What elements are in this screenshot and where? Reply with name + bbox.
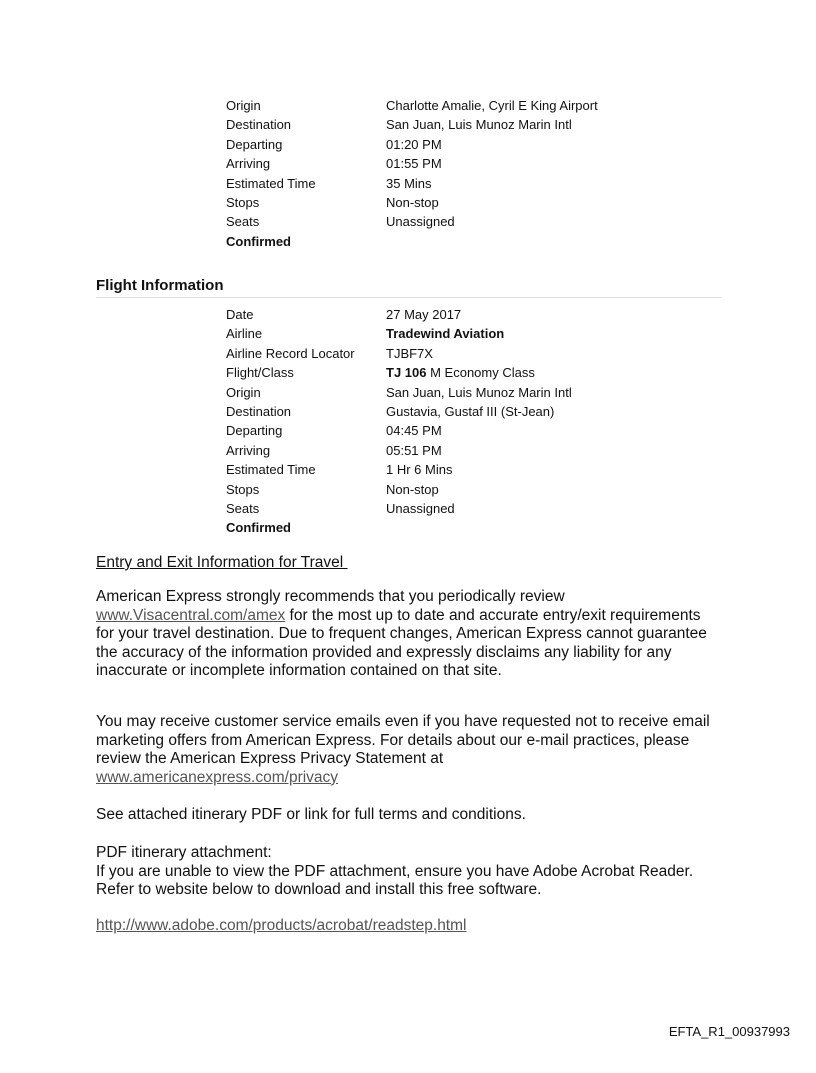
detail-value: 35 Mins [386, 175, 432, 191]
detail-label: Arriving [226, 442, 271, 458]
detail-row [226, 212, 656, 231]
airline-name: Tradewind Aviation [386, 326, 505, 342]
detail-label: Airline [226, 326, 263, 342]
detail-value: 01:55 PM [386, 156, 442, 172]
detail-label: Destination [226, 117, 292, 133]
privacy-paragraph [96, 713, 721, 787]
detail-label: Stops [226, 194, 260, 210]
detail-label: Flight/Class [226, 365, 294, 381]
detail-label: Stops [226, 481, 260, 497]
flight-date: 27 May 2017 [386, 307, 462, 322]
detail-value: Non-stop [386, 194, 439, 210]
detail-row [226, 135, 656, 154]
entry-exit-intro: American Express strongly recommends that you periodically review [96, 588, 565, 605]
detail-value: Unassigned [386, 214, 455, 230]
detail-label: Seats [226, 214, 260, 230]
detail-row [226, 174, 656, 193]
pdf-paragraph [96, 844, 721, 900]
flight-number: TJ 106 [386, 365, 427, 381]
detail-value: 05:51 PM [386, 442, 442, 458]
detail-row [226, 96, 656, 115]
detail-label: Origin [226, 384, 261, 400]
detail-row [226, 344, 656, 363]
detail-row [226, 402, 656, 421]
detail-value: 1 Hr 6 Mins [386, 462, 453, 478]
flight-1-details [226, 96, 656, 251]
class-text: M Economy Class [426, 365, 535, 381]
flight-information-heading: Flight Information [96, 276, 721, 298]
detail-label: Seats [226, 500, 260, 516]
detail-row [226, 363, 656, 382]
detail-row [226, 305, 656, 324]
detail-value: Charlotte Amalie, Cyril E King Airport [386, 98, 598, 113]
detail-row [226, 115, 656, 134]
detail-label: Arriving [226, 156, 271, 172]
terms-paragraph [96, 806, 721, 825]
entry-exit-paragraph [96, 588, 721, 681]
detail-label: Estimated Time [226, 462, 316, 478]
detail-value: San Juan, Luis Munoz Marin Intl [386, 384, 572, 400]
detail-row [226, 383, 656, 402]
detail-row [226, 421, 656, 440]
detail-label: Departing [226, 136, 283, 152]
entry-exit-heading-text: Entry and Exit Information for Travel [96, 554, 348, 571]
detail-label: Destination [226, 403, 292, 419]
flight-class [386, 363, 656, 382]
visacentral-link[interactable]: www.Visacentral.com/amex [96, 606, 286, 624]
detail-value: Non-stop [386, 481, 439, 497]
entry-exit-heading [96, 554, 721, 573]
booking-status: Confirmed [226, 520, 291, 536]
detail-value: Gustavia, Gustaf III (St-Jean) [386, 403, 555, 419]
detail-value: San Juan, Luis Munoz Marin Intl [386, 117, 572, 133]
detail-value: 04:45 PM [386, 423, 442, 439]
detail-label: Departing [226, 423, 283, 439]
detail-value: 01:20 PM [386, 136, 442, 152]
detail-label: Airline Record Locator [226, 345, 355, 361]
detail-label: Estimated Time [226, 175, 316, 191]
pdf-heading: PDF itinerary attachment: [96, 844, 272, 861]
adobe-link-paragraph [96, 917, 721, 936]
privacy-text: You may receive customer service emails even if you have requested not to receive email marketing offers from American Express. For details about our e-mail practices, please review the American Express Privacy Statement at [96, 713, 710, 767]
detail-label: Date [226, 307, 254, 322]
detail-row [226, 193, 656, 212]
detail-row [226, 460, 656, 479]
detail-label: Origin [226, 98, 261, 113]
flight-2-details [226, 305, 656, 538]
booking-status: Confirmed [226, 233, 291, 249]
record-locator: TJBF7X [386, 345, 433, 361]
detail-row [226, 324, 656, 343]
detail-row [226, 480, 656, 499]
pdf-text: If you are unable to view the PDF attachment, ensure you have Adobe Acrobat Reader. Refer to website below to download and install this free software. [96, 862, 694, 898]
entry-exit-text: for the most up to date and accurate entry/exit requirements for your travel destination. Due to frequent changes, American Express cannot guarantee the accuracy of the information provided and expressly disclaims any liability for any inaccurate or incomplete information contained on that site. [96, 606, 707, 679]
detail-row [226, 499, 656, 518]
terms-text: See attached itinerary PDF or link for full terms and conditions. [96, 806, 526, 823]
detail-row [226, 154, 656, 173]
privacy-link[interactable]: www.americanexpress.com/privacy [96, 768, 339, 786]
adobe-link[interactable]: http://www.adobe.com/products/acrobat/readstep.html [96, 917, 467, 934]
document-id: EFTA_R1_00937993 [668, 1024, 790, 1039]
detail-value: Unassigned [386, 500, 455, 516]
detail-row [226, 441, 656, 460]
